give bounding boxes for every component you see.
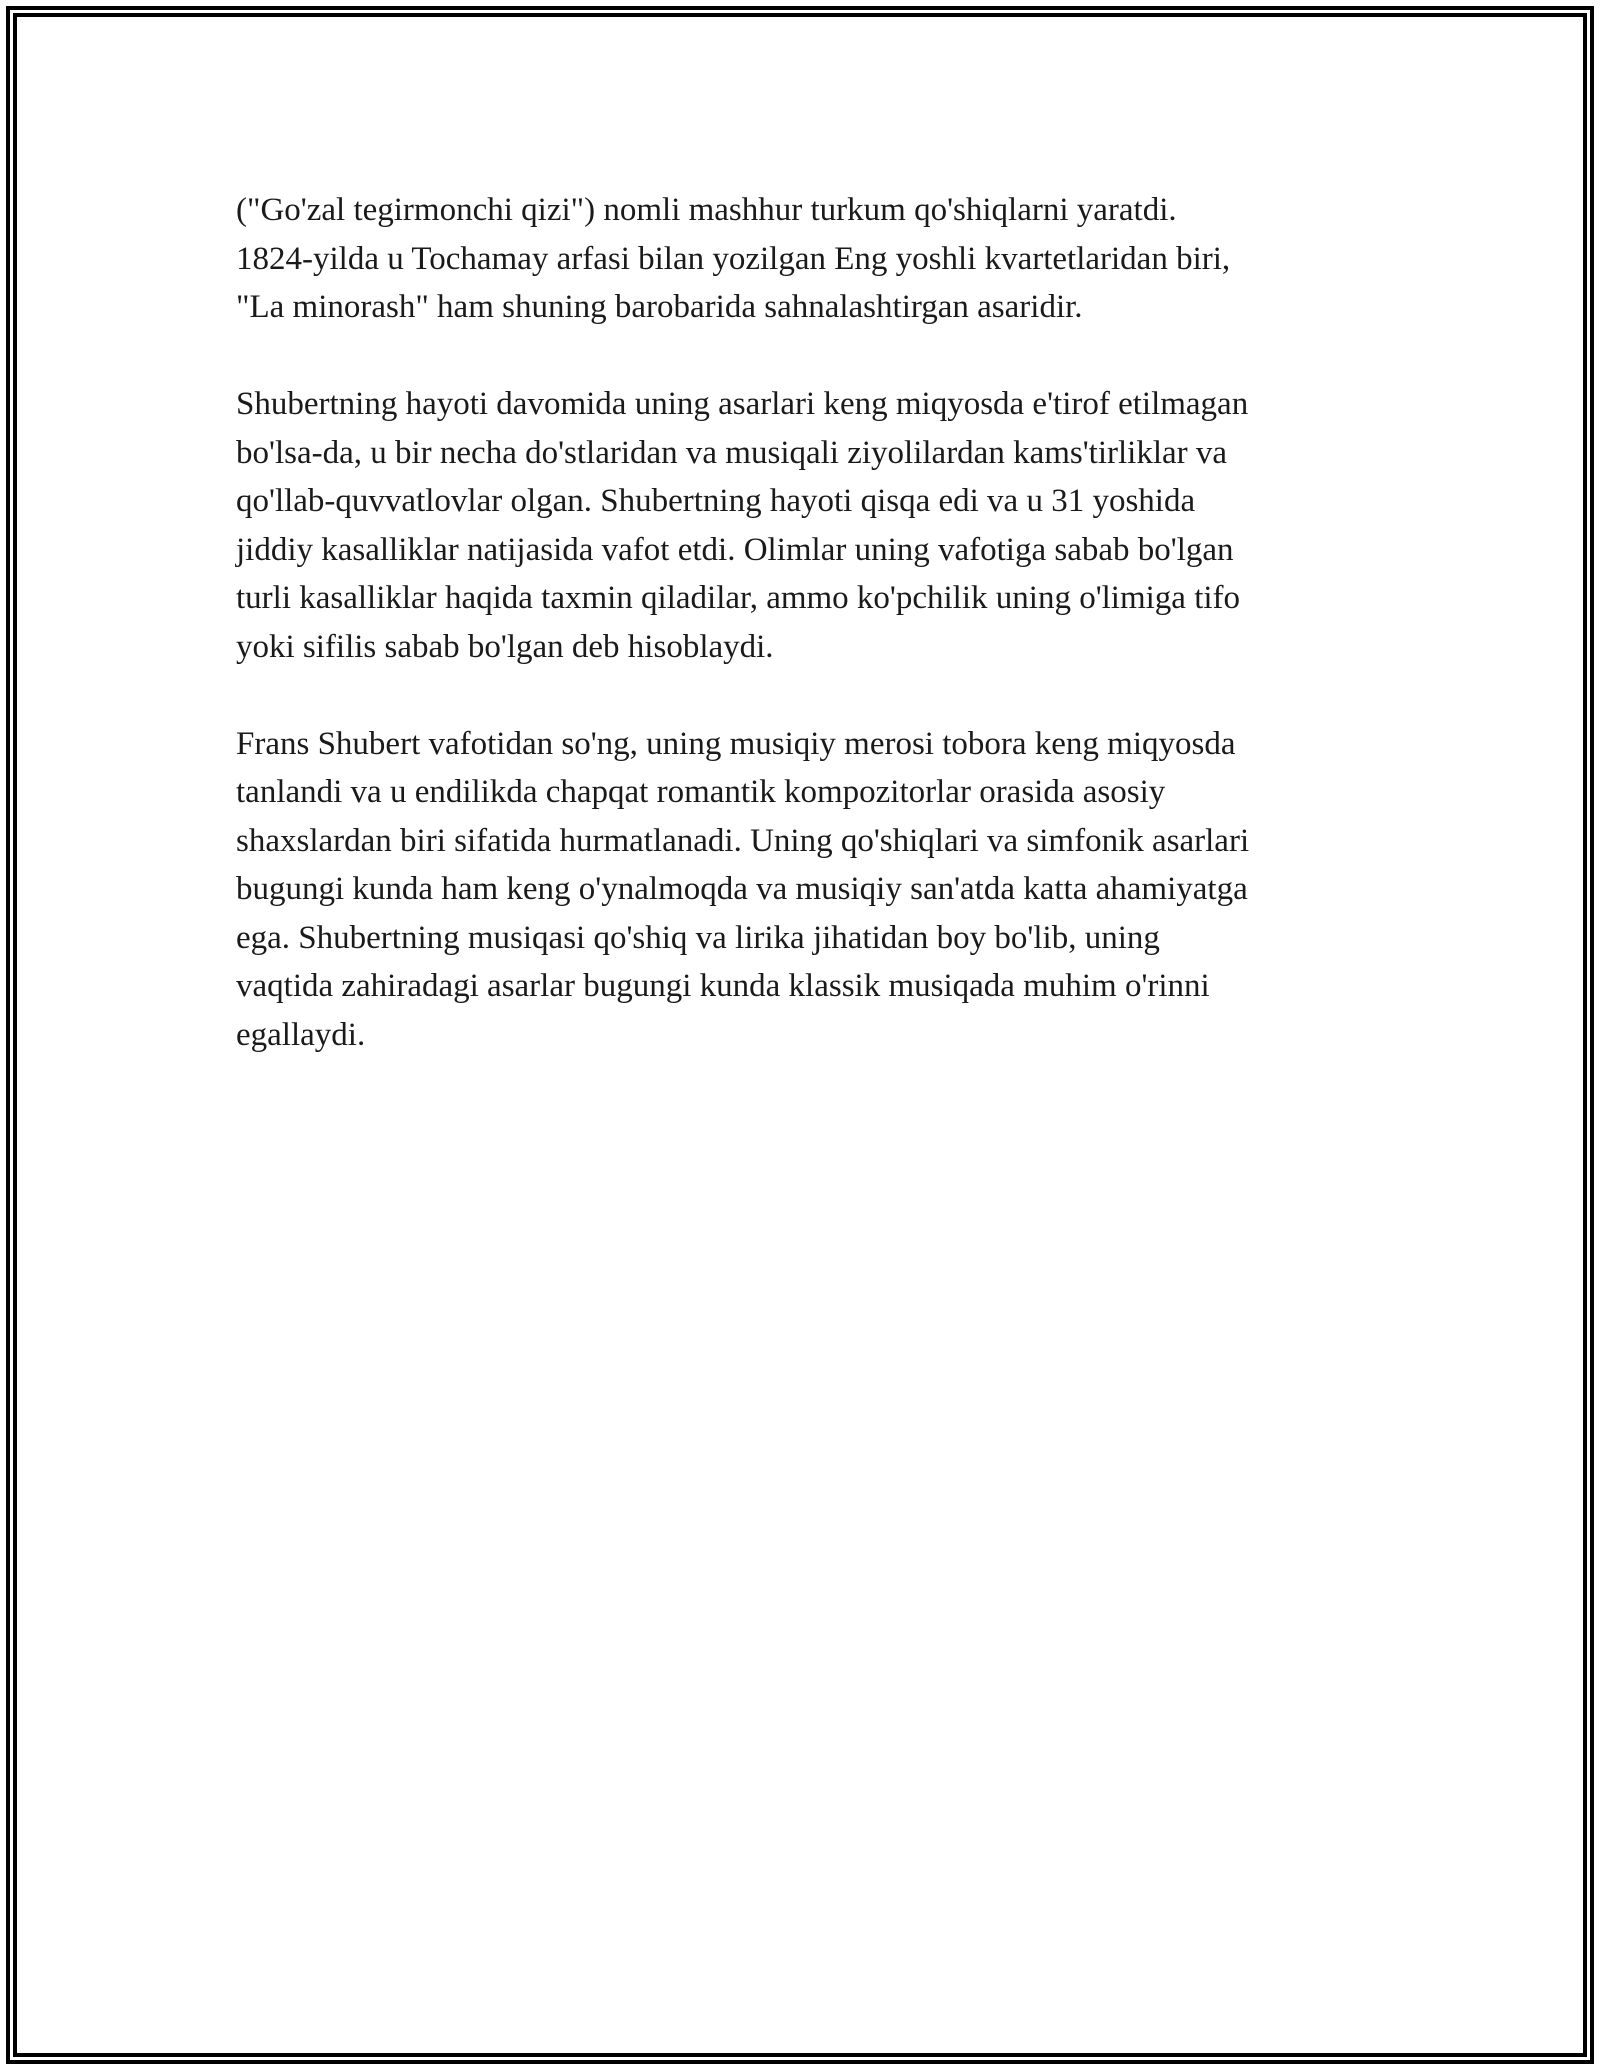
text-line: Shubertning hayoti davomida uning asarlari keng miqyosda e'tirof etilmagan: [236, 386, 1249, 422]
text-line: vaqtida zahiradagi asarlar bugungi kunda klassik musiqada muhim o'rinni: [236, 968, 1210, 1004]
paragraph-2: [236, 380, 1376, 671]
paragraph-1: [236, 186, 1376, 332]
document-body: [236, 186, 1376, 1108]
text-line: jiddiy kasalliklar natijasida vafot etdi. Olimlar uning vafotiga sabab bo'lgan: [236, 531, 1234, 568]
text-line: yoki sifilis sabab bo'lgan deb hisoblaydi.: [236, 628, 774, 665]
text-line: turli kasalliklar haqida taxmin qiladilar, ammo ko'pchilik uning o'limiga tifo: [236, 580, 1241, 616]
text-line: shaxslardan biri sifatida hurmatlanadi. Uning qo'shiqlari va simfonik asarlari: [236, 822, 1250, 859]
paragraph-3: [236, 720, 1376, 1060]
text-line: ("Go'zal tegirmonchi qizi") nomli mashhur turkum qo'shiqlarni yaratdi.: [236, 192, 1177, 228]
text-line: egallaydi.: [236, 1016, 366, 1053]
text-line: bo'lsa-da, u bir necha do'stlaridan va musiqali ziyolilardan kams'tirliklar va: [236, 434, 1228, 471]
text-line: 1824-yilda u Tochamay arfasi bilan yozilgan Eng yoshli kvartetlaridan biri,: [236, 240, 1231, 277]
text-line: qo'llab-quvvatlovlar olgan. Shubertning hayoti qisqa edi va u 31 yoshida: [236, 483, 1196, 519]
text-line: Frans Shubert vafotidan so'ng, uning musiqiy merosi tobora keng miqyosda: [236, 725, 1236, 762]
text-line: "La minorash" ham shuning barobarida sahnalashtirgan asaridir.: [236, 289, 1083, 325]
text-line: bugungi kunda ham keng o'ynalmoqda va musiqiy san'atda katta ahamiyatga: [236, 871, 1248, 907]
text-line: tanlandi va u endilikda chapqat romantik kompozitorlar orasida asosiy: [236, 774, 1166, 810]
text-line: ega. Shubertning musiqasi qo'shiq va lirika jihatidan boy bo'lib, uning: [236, 919, 1160, 956]
